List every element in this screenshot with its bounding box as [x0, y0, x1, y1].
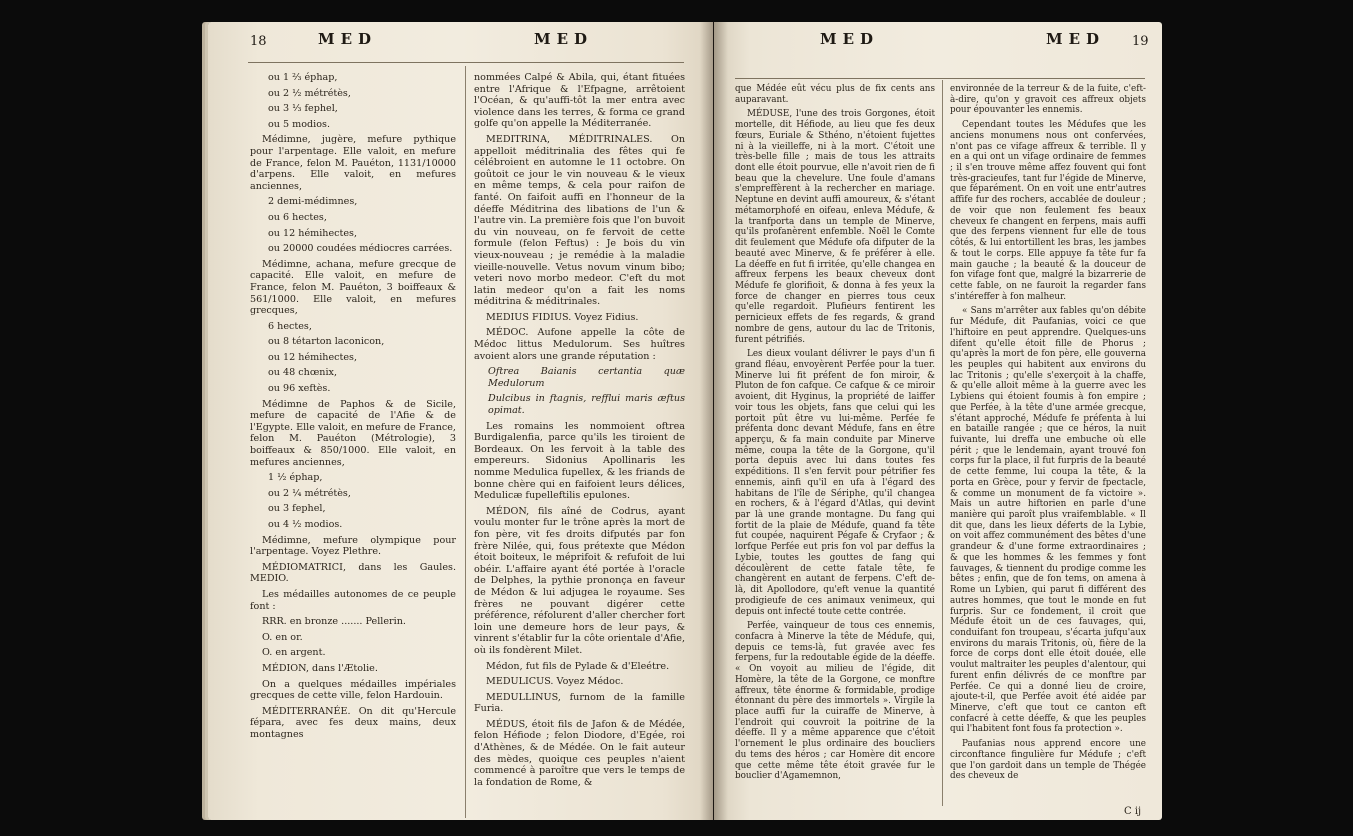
- paragraph: ou 3 ⅓ fephel,: [268, 103, 338, 115]
- paragraph: Perfée, vainqueur de tous ces ennemis, confacra à Minerve la tête de Médufe, qui, depuis ce tems-là, fut gravée avec fes ferpens, fur la redoutable égide de la déeffe. « On voyoit au milieu de l'égide, dit Homère, la tête de la Gorgone, ce monftre affreux, tête énorme & formidable, prodige étonnant du père des immortels ». Virgile la place auffi fur la cuiraffe de Minerve, à l'endroit qui couvroit la poitrine de la déeffe. Il y a même apparence que c'étoit l'ornement le plus ordinaire des boucliers du tems des héros ; car Homère dit encore que cette même tête étoit gravée fur le bouclier d'Agamemnon,: [735, 621, 935, 782]
- paragraph: environnée de la terreur & de la fuite, c'eft-à-dire, qu'on y gravoit ces affreux objets pour épouvanter les ennemis.: [950, 84, 1146, 116]
- paragraph: Paufanias nous apprend encore une circonftance fingulière fur Médufe ; c'eft que l'on gardoit dans un temple de Thégée des cheveux de: [950, 739, 1146, 782]
- paragraph: RRR. en bronze ....... Pellerin.: [262, 616, 406, 628]
- left-column-2: [474, 72, 685, 817]
- paragraph: MÉDUSE, l'une des trois Gorgones, étoit mortelle, dit Héfiode, au lieu que fes deux fœurs, Euriale & Sthéno, n'étoient fujettes ni à la vieilleffe, ni à la mort. C'étoit une très-belle fille ; mais de tous les attraits dont elle étoit pourvue, elle n'avoit rien de fi beau que la chevelure. Une foule d'amans s'empreffèrent à la rechercher en mariage. Neptune en devint auffi amoureux, & s'étant métamorphofé en oifeau, enleva Médufe, & la tranfporta dans un temple de Minerve, qu'ils profanèrent enfemble. Noël le Comte dit feulement que Médufe ofa difputer de la beauté avec Minerve, & fe préférer à elle. La déeffe en fut fi irritée, qu'elle changea en affreux ferpens les beaux cheveux dont Médufe fe glorifioit, & donna à fes yeux la force de changer en pierres tous ceux qu'elle regardoit. Plufieurs fentirent les pernicieux effets de fes regards, & grand nombre de gens, autour du lac de Tritonis, furent pétrifiés.: [735, 109, 935, 345]
- paragraph: MEDULLINUS, furnom de la famille Furia.: [474, 691, 685, 715]
- paragraph: MÉDUS, étoit fils de Jafon & de Médée, felon Héfiode ; felon Diodore, d'Egée, roi d'Athènes, & de Médée. On le fait auteur des mèdes, quoique ces peuples n'aient commencé à paroître que vers le temps de la fondation de Rome, &: [474, 718, 685, 788]
- paragraph: ou 3 fephel,: [268, 503, 326, 515]
- paragraph: que Médée eût vécu plus de fix cents ans auparavant.: [735, 84, 935, 105]
- paragraph: ou 4 ½ modios.: [268, 519, 343, 530]
- right-column-1: [735, 84, 935, 806]
- paragraph: ou 12 hémihectes,: [268, 351, 358, 363]
- paragraph: Les dieux voulant délivrer le pays d'un fi grand fléau, envoyèrent Perfée pour la tuer. Minerve lui fit préfent de fon miroir, & Pluton de fon cafque. Ce cafque & ce miroir avoient, dit Hyginus, la propriété de laiffer voir tous les objets, fans que celui qui les portoit pût être vu lui-même. Perfée fe préfenta donc devant Médufe, fans en être apperçu, & fa main conduite par Minerve même, coupa la tête de la Gorgone, qu'il porta depuis avec lui dans toutes fes expéditions. Il s'en fervit pour pétrifier fes ennemis, ainfi qu'il en ufa à l'égard des habitans de l'île de Sériphe, qu'il changea en rochers, & à l'égard d'Atlas, qui devint par là une grande montagne. Du fang qui fortit de la plaie de Médufe, quand fa tête fut coupée, naquirent Pégafe & Cryfaor ; & lorfque Perfée eut pris fon vol par deffus la Lybie, toutes les gouttes de fang qui découlèrent de cette fatale tête, fe changèrent en autant de ferpens. C'eft de-là, dit Apollodore, qu'eft venue la quantité prodigieufe de ces animaux venimeux, qui depuis ont infecté toute cette contrée.: [735, 349, 935, 617]
- paragraph: O. en argent.: [262, 647, 326, 659]
- paragraph: ou 12 hémihectes,: [268, 227, 358, 239]
- paragraph: Oftrea Baianis certantia quæ Medulorum: [488, 366, 685, 389]
- paragraph: Médimne, mefure olympique pour l'arpentage. Voyez Plethre.: [250, 534, 456, 558]
- paragraph: ou 96 xeftès.: [268, 383, 331, 395]
- paragraph: 2 demi-médimnes,: [268, 196, 358, 208]
- paragraph: MÉDIOMATRICI, dans les Gaules. MEDIO.: [250, 561, 456, 585]
- left-page-number: 18: [250, 34, 267, 49]
- paragraph: 1 ½ éphap,: [268, 472, 323, 484]
- paragraph: MÉDITERRANÉE. On dit qu'Hercule fépara, avec fes deux mains, deux montagnes: [250, 705, 456, 740]
- paragraph: MEDIUS FIDIUS. Voyez Fidius.: [486, 311, 639, 323]
- paragraph: Médimne, jugère, mefure pythique pour l'arpentage. Elle valoit, en mefure de France, felon M. Pauéton, 1131/10000 d'arpens. Elle valoit, en mefures anciennes,: [250, 134, 456, 192]
- paragraph: Cependant toutes les Médufes que les anciens monumens nous ont confervées, n'ont pas ce vifage affreux & terrible. Il y en a qui ont un vifage ordinaire de femmes ; il s'en trouve même affez fouvent qui font très-gracieufes, tant fur l'égide de Minerve, que féparément. On en voit une entr'autres affife fur des rochers, accablée de douleur ; de voir que non feulement fes beaux cheveux fe changent en ferpens, mais auffi que des ferpens viennent fur elle de tous côtés, & lui entortillent les bras, les jambes & tout le corps. Elle appuye fa tête fur fa main gauche ; la beauté & la douceur de fon vifage font que, malgré la bizarrerie de cette fable, on ne fauroit la regarder fans s'intéreffer à fon malheur.: [950, 120, 1146, 302]
- signature-mark: C ij: [1124, 806, 1142, 817]
- right-header-rule: [735, 78, 1145, 79]
- paragraph: Les médailles autonomes de ce peuple font :: [250, 588, 456, 612]
- paragraph: On a quelques médailles impériales grecques de cette ville, felon Hardouin.: [250, 678, 456, 702]
- right-running-head: MED: [1046, 30, 1106, 48]
- left-column-rule: [465, 66, 466, 818]
- left-column-1: [250, 72, 456, 817]
- paragraph: « Sans m'arrêter aux fables qu'on débite fur Médufe, dit Paufanias, voici ce que l'hiftoire en peut apprendre. Quelques-uns difent qu'elle étoit fille de Phorus ; qu'après la mort de fon père, elle gouverna les peuples qui habitent aux environs du lac Tritonis ; qu'elle s'exerçoit à la chaffe, & qu'elle alloit même à la guerre avec les Lybiens qui étoient foumis à fon empire ; que Perfée, à la tête d'une armée grecque, s'étant approché, Médufe fe préfenta à lui en bataille rangée ; que ce héros, la nuit fuivante, lui dreffa une embuche où elle périt ; que le lendemain, ayant trouvé fon corps fur la place, il fut furpris de la beauté de cette femme, lui coupa la tête, & la porta en Grèce, pour y fervir de fpectacle, & comme un monument de fa victoire ». Mais un autre hiftorien en parle d'une manière qui paroît plus vraifemblable. « Il dit que, dans les lieux déferts de la Lybie, on voit affez communément des bêtes d'une grandeur & d'une forme extraordinaires ; & que les hommes & les femmes y font fauvages, & tiennent du prodige comme les bêtes ; enfin, que de fon tems, on amena à Rome un Lybien, qui parut fi différent des autres hommes, que tout le monde en fut furpris. Sur ce fondement, il croit que Médufe étoit un de ces fauvages, qui, conduifant fon troupeau, s'écarta jufqu'aux environs du marais Tritonis, où, fière de la force de corps dont elle étoit douée, elle voulut maltraiter les peuples d'alentour, qui furent enfin délivrés de ce monftre par Perfée. Ce qui a donné lieu de croire, ajoute-t-il, que Perfée avoit été aidée par Minerve, c'eft que tout ce canton eft confacré à cette déeffe, & que les peuples qui l'habitent font fous fa protection ».: [950, 306, 1146, 735]
- paragraph: Médimne, achana, mefure grecque de capacité. Elle valoit, en mefure de France, felon M. Pauéton, 3 boiffeaux & 561/1000. Elle valoit, en mefures grecques,: [250, 258, 456, 317]
- left-running-head-right: MED: [534, 30, 594, 48]
- paragraph: ou 5 modios.: [268, 118, 330, 130]
- paragraph: ou 6 hectes,: [268, 211, 327, 223]
- paragraph: O. en or.: [262, 631, 303, 643]
- paragraph: Médon, fut fils de Pylade & d'Eleétre.: [486, 660, 670, 672]
- paragraph: Médimne de Paphos & de Sicile, mefure de capacité de l'Afie & de l'Egypte. Elle valoit, en mefure de France, felon M. Pauéton (Métrologie), 3 boiffeaux & 850/1000. Elle valoit, en mefures anciennes,: [250, 398, 456, 468]
- book-gutter: [700, 22, 728, 820]
- paragraph: ou 20000 coudées médiocres carrées.: [268, 243, 453, 255]
- right-column-rule: [942, 80, 943, 806]
- paragraph: nommées Calpé & Abila, qui, étant fituées entre l'Afrique & l'Efpagne, arrêtoient l'Océan, & qu'auffi-tôt la mer entra avec violence dans les terres, & forma ce grand golfe qu'on appelle la Méditerranée.: [474, 72, 685, 130]
- right-page-number: 19: [1132, 34, 1149, 49]
- paragraph: MEDULICUS. Voyez Médoc.: [486, 676, 624, 688]
- paragraph: ou 2 ¼ métrétès,: [268, 487, 351, 499]
- paragraph: MÉDION, dans l'Ætolie.: [262, 662, 378, 674]
- paragraph: ou 2 ½ métrétès,: [268, 87, 351, 99]
- left-running-head: MED: [318, 30, 378, 48]
- paragraph: MÉDON, fils aîné de Codrus, ayant voulu monter fur le trône après la mort de fon père, vit fes droits difputés par fon frère Nilée, qui, fous prétexte que Médon étoit boiteux, le méprifoit & refufoit de lui obéir. L'affaire ayant été portée à l'oracle de Delphes, la pythie prononça en faveur de Médon & lui adjugea le royaume. Ses frères ne pouvant digérer cette préférence, réfolurent d'aller chercher fort loin une demeure hors de leur pays, & vinrent s'établir fur la côte orientale d'Afie, où ils fondèrent Milet.: [474, 505, 685, 656]
- right-column-2: [950, 84, 1146, 806]
- paragraph: ou 48 chœnix,: [268, 367, 338, 379]
- paragraph: Les romains les nommoient oftrea Burdigalenfia, parce qu'ils les tiroient de Bordeaux. On les fervoit à la table des empereurs. Sidonius Apollinaris les nomme Medulica fupellex, & les friands de bonne chère qui en faifoient leurs délices, Medulicæ fupelleftilis epulones.: [474, 420, 685, 502]
- paragraph: 6 hectes,: [268, 320, 312, 332]
- paragraph: ou 1 ⅔ éphap,: [268, 72, 338, 83]
- paragraph: Dulcibus in ftagnis, refflui maris æftus opimat.: [488, 393, 685, 417]
- right-running-head-left: MED: [820, 30, 880, 48]
- paragraph: MÉDOC. Aufone appelle la côte de Médoc littus Medulorum. Ses huîtres avoient alors une grande réputation :: [474, 327, 685, 362]
- left-header-rule: [248, 62, 684, 63]
- paragraph: ou 8 tétarton laconicon,: [268, 336, 385, 348]
- paragraph: MEDITRINA, MÉDITRINALES. On appelloit méditrinalia des fêtes qui fe célébroient en automne le 11 octobre. On goûtoit ce jour le vin nouveau & le vieux en même temps, & cela pour raifon de fanté. On faifoit auffi en l'honneur de la déeffe Méditrina des libations de l'un & l'autre vin. La première fois que l'on buvoit du vin nouveau, on fe fervoit de cette formule (felon Feftus) : Je bois du vin vieux-nouveau ; je remédie à la maladie vieille-nouvelle. Vetus novum vinum bibo; veteri novo morbo medeor. C'eft du mot latin medeor qu'on a fait les noms méditrina & méditrinales.: [474, 133, 685, 308]
